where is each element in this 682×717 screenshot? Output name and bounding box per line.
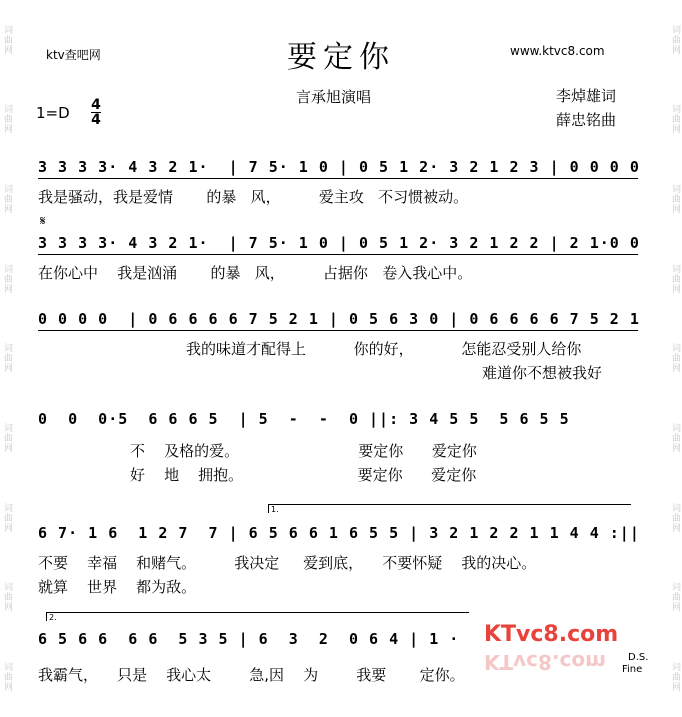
key-signature: 1=D [36,104,70,122]
lyrics-row-6: 我霸气， 只是 我心太 急,因 为 我要 定你。 [38,666,465,684]
beam-line [38,254,638,255]
second-ending: 2. [46,612,469,621]
side-text: 词曲网 [2,662,12,693]
ds-marking: D.S. [628,652,649,663]
song-title: 要定你 [287,40,395,75]
side-watermark-left [0,0,14,717]
side-text: 词曲网 [670,662,680,693]
side-text: 词曲网 [670,502,680,533]
side-text: 词曲网 [670,24,680,55]
lyrics-row-1: 我是骚动，我是爱情 的暴 风， 爱主攻 不习惯被动。 [38,188,469,206]
composer: 薛忠铭曲 [556,111,617,129]
notation-row-4: 0 0 0·5 6 6 6 5 | 5 - - 0 ||: 3 4 5 5 5 6 5 5 [38,410,570,428]
lyrics-row-2: 在你心中 我是汹涌 的暴 风， 占据你 卷入我心中。 [38,264,473,282]
meter-top: 4 [91,97,101,113]
singer: 言承旭演唱 [296,88,372,106]
side-text: 词曲网 [2,502,12,533]
side-text: 词曲网 [2,263,12,294]
notation-row-1: 3 3 3 3· 4 3 2 1· | 7 5· 1 0 | 0 5 1 2· 3 2 1 2 3 | 0 0 0 0 [38,158,640,176]
watermark-line-2: KTvc8.com [484,650,606,674]
fine-marking: Fine [622,664,643,675]
source-right: www.ktvc8.com [510,44,605,58]
side-text: 词曲网 [670,423,680,454]
side-text: 词曲网 [670,104,680,135]
first-ending: 1. [268,504,631,513]
lyrics-row-3a: 我的味道才配得上 你的好， 怎能忍受别人给你 [186,340,582,358]
lyrics-row-4b: 好 地 拥抱。 要定你 爱定你 [130,466,477,484]
source-left: ktv查吧网 [46,48,101,62]
lyrics-row-4a: 不 及格的爱。 要定你 爱定你 [130,442,477,460]
notation-row-3: 0 0 0 0 | 0 6 6 6 6 7 5 2 1 | 0 5 6 3 0 | 0 6 6 6 6 7 5 2 1 [38,310,640,328]
lyrics-row-5a: 不要 幸福 和赌气。 我决定 爱到底， 不要怀疑 我的决心。 [38,554,537,572]
side-text: 词曲网 [2,343,12,374]
side-text: 词曲网 [670,263,680,294]
side-text: 词曲网 [2,582,12,613]
meter-bottom: 4 [91,112,101,128]
notation-row-2: 3 3 3 3· 4 3 2 1· | 7 5· 1 0 | 0 5 1 2· 3 2 1 2 2 | 2 1·0 0 [38,234,640,252]
notation-row-5: 6 7· 1 6 1 2 7 7 | 6 5 6 6 1 6 5 5 | 3 2 1 2 2 1 1 4 4 :|| [38,524,640,542]
time-signature [91,98,101,127]
side-text: 词曲网 [2,423,12,454]
side-text: 词曲网 [670,582,680,613]
side-text: 词曲网 [2,184,12,215]
notation-row-6: 6 5 6 6 6 6 5 3 5 | 6 3 2 0 6 4 | 1 · [38,630,460,648]
side-text: 词曲网 [2,24,12,55]
side-text: 词曲网 [670,184,680,215]
watermark-logo [484,622,634,678]
side-text: 词曲网 [2,104,12,135]
lyrics-row-5b: 就算 世界 都为敌。 [38,578,197,596]
segno-sign: 𝄋 [40,214,46,229]
side-watermark-right [668,0,682,717]
lyrics-row-3b: 难道你不想被我好 [482,364,603,382]
beam-line [38,330,638,331]
watermark-line-1: KTvc8.com [484,622,619,647]
beam-line [38,178,638,179]
lyricist: 李焯雄词 [556,87,617,105]
side-text: 词曲网 [670,343,680,374]
